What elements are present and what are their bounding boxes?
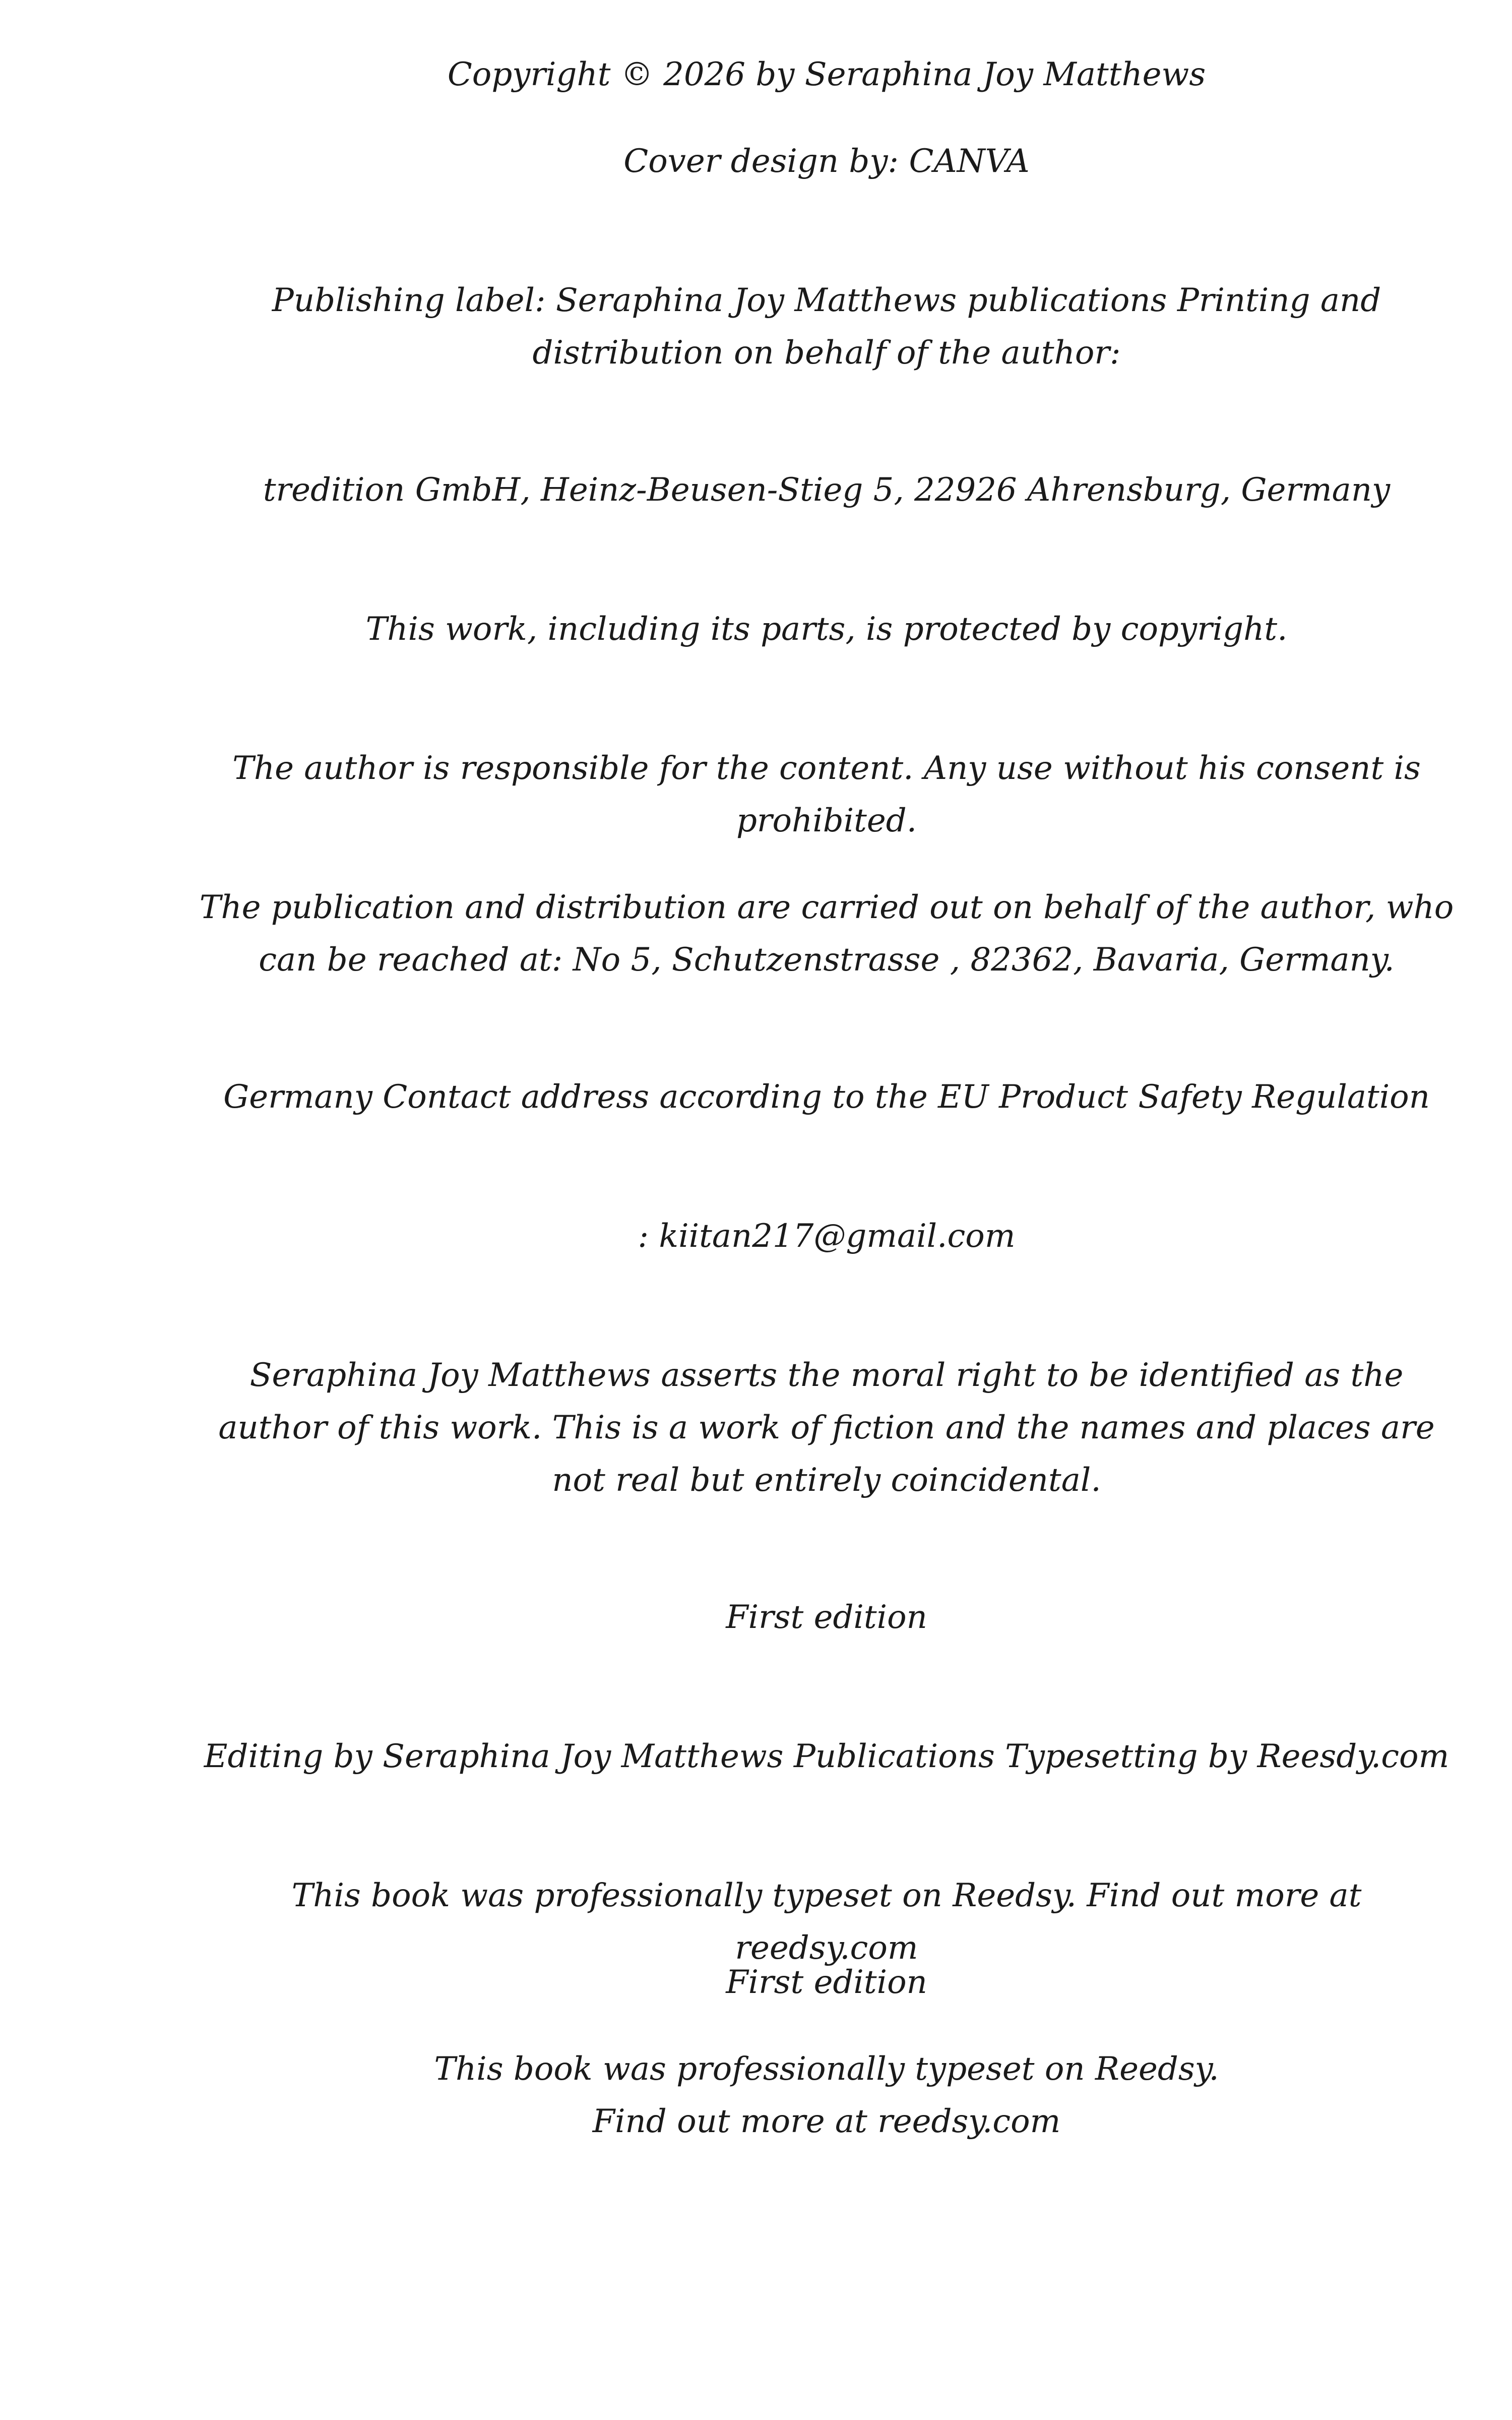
editing-credit: Editing by Seraphina Joy Matthews Publications Typesetting by Reesdy.com [204,1738,1450,1775]
reedsy-typeset-line-2: Find out more at reedsy.com [592,2103,1061,2140]
eu-contact-heading: Germany Contact address according to the EU Product Safety Regulation [223,1078,1430,1116]
publishing-label: Publishing label: Seraphina Joy Matthews publications Printing and distribution on behalf of the author: [272,282,1381,372]
reedsy-typeset-notice: This book was professionally typeset on Reedsy. Find out more at reedsy.com [291,1877,1362,1967]
copyright-line: Copyright © 2026 by Seraphina Joy Matthews [447,56,1206,93]
first-edition: First edition [726,1599,927,1636]
cover-design-credit: Cover design by: CANVA [623,143,1030,180]
contact-email: : kiitan217@gmail.com [638,1218,1016,1255]
moral-right-statement: Seraphina Joy Matthews asserts the moral right to be identified as the author of this work. This is a work of fiction and the names and places are not real but entirely coincidental. [218,1357,1435,1499]
author-responsibility-notice: The author is responsible for the content. Any use without his consent is prohibited. [232,750,1421,839]
publication-distribution-notice: The publication and distribution are carried out on behalf of the author, who can be reached at: No 5, Schutzenstrasse , 82362, Bavaria, Germany. [199,889,1454,979]
copyright-protection-notice: This work, including its parts, is protected by copyright. [365,611,1288,648]
printer-address: tredition GmbH, Heinz-Beusen-Stieg 5, 22926 Ahrensburg, Germany [263,471,1391,509]
reedsy-typeset-notice-repeat [197,2043,1457,2148]
first-edition-repeat: First edition [726,1964,927,2001]
reedsy-typeset-line-1: This book was professionally typeset on Reedsy. [434,2050,1219,2088]
